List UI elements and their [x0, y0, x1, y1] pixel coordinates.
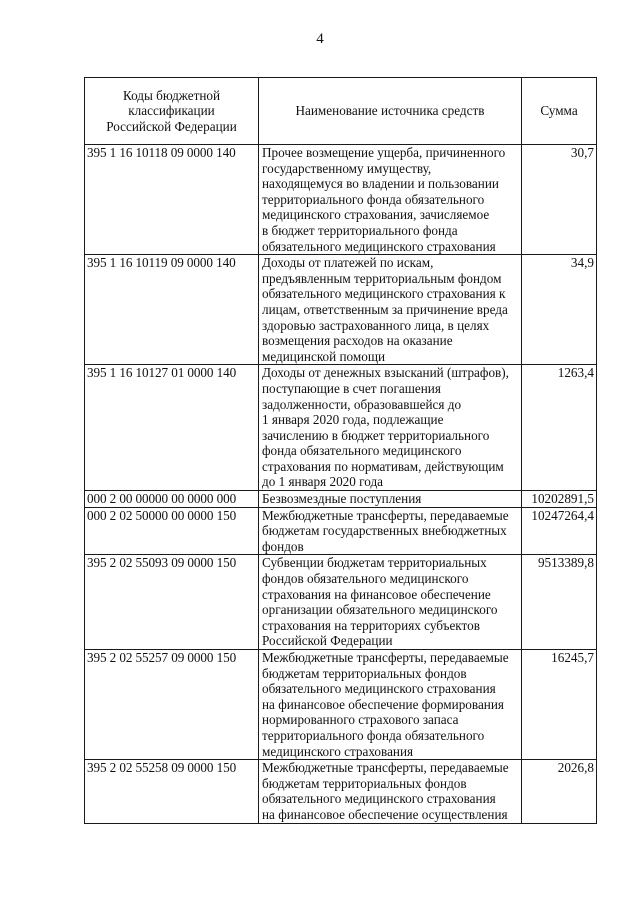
source-name-cell: Прочее возмещение ущерба, причиненного государственному имуществу, находящемуся во владении и пользовании территориального фонда обязательного медицинского страхования, зачисляемое в бюджет территориального фонда обязательного медицинского страхования — [259, 145, 522, 255]
header-row — [85, 78, 597, 145]
source-name-cell: Межбюджетные трансферты, передаваемые бюджетам территориальных фондов обязательного медицинского страхования на финансовое обеспечение формирования нормированного страхового запаса территориального фонда обязательного медицинского страхования — [259, 650, 522, 760]
budget-code-cell: 395 2 02 55257 09 0000 150 — [85, 650, 259, 760]
table-row — [85, 650, 597, 760]
source-name-cell: Субвенции бюджетам территориальных фондов обязательного медицинского страхования на финансовое обеспечение организации обязательного медицинского страхования на территориях субъектов Российской Федерации — [259, 555, 522, 650]
header-name — [259, 78, 522, 145]
budget-code-cell: 000 2 00 00000 00 0000 000 — [85, 491, 259, 508]
source-name-cell: Межбюджетные трансферты, передаваемые бюджетам территориальных фондов обязательного медицинского страхования на финансовое обеспечение осуществления — [259, 760, 522, 823]
table-row — [85, 145, 597, 255]
header-code-label: Коды бюджетной классификации Российской Федерации — [106, 87, 237, 134]
header-sum-label: Сумма — [540, 103, 578, 119]
amount-cell: 34,9 — [522, 255, 597, 365]
amount-cell: 30,7 — [522, 145, 597, 255]
header-name-label: Наименование источника средств — [295, 103, 485, 119]
amount-cell: 10247264,4 — [522, 507, 597, 555]
table-row — [85, 760, 597, 823]
budget-code-cell: 000 2 02 50000 00 0000 150 — [85, 507, 259, 555]
budget-code-cell: 395 2 02 55093 09 0000 150 — [85, 555, 259, 650]
header-sum — [522, 78, 597, 145]
budget-code-cell: 395 1 16 10119 09 0000 140 — [85, 255, 259, 365]
table-body — [85, 145, 597, 824]
amount-cell: 10202891,5 — [522, 491, 597, 508]
table-row — [85, 555, 597, 650]
table-row — [85, 255, 597, 365]
source-name-cell: Доходы от платежей по искам, предъявленным территориальным фондом обязательного медицинского страхования к лицам, ответственным за причинение вреда здоровью застрахованного лица, в целях возмещения расходов на оказание медицинской помощи — [259, 255, 522, 365]
header-code — [85, 78, 259, 145]
amount-cell: 1263,4 — [522, 365, 597, 491]
source-name-cell: Доходы от денежных взысканий (штрафов), поступающие в счет погашения задолженности, образовавшейся до 1 января 2020 года, подлежащие зачислению в бюджет территориального фонда обязательного медицинского страхования по нормативам, действующим до 1 января 2020 года — [259, 365, 522, 491]
table-row — [85, 491, 597, 508]
budget-revenue-table — [84, 77, 597, 824]
amount-cell: 16245,7 — [522, 650, 597, 760]
page-number: 4 — [316, 31, 324, 47]
source-name-cell: Межбюджетные трансферты, передаваемые бюджетам государственных внебюджетных фондов — [259, 507, 522, 555]
table-header — [85, 78, 597, 145]
amount-cell: 2026,8 — [522, 760, 597, 823]
amount-cell: 9513389,8 — [522, 555, 597, 650]
table-row — [85, 507, 597, 555]
budget-code-cell: 395 2 02 55258 09 0000 150 — [85, 760, 259, 823]
budget-code-cell: 395 1 16 10127 01 0000 140 — [85, 365, 259, 491]
table-row — [85, 365, 597, 491]
budget-code-cell: 395 1 16 10118 09 0000 140 — [85, 145, 259, 255]
source-name-cell: Безвозмездные поступления — [259, 491, 522, 508]
